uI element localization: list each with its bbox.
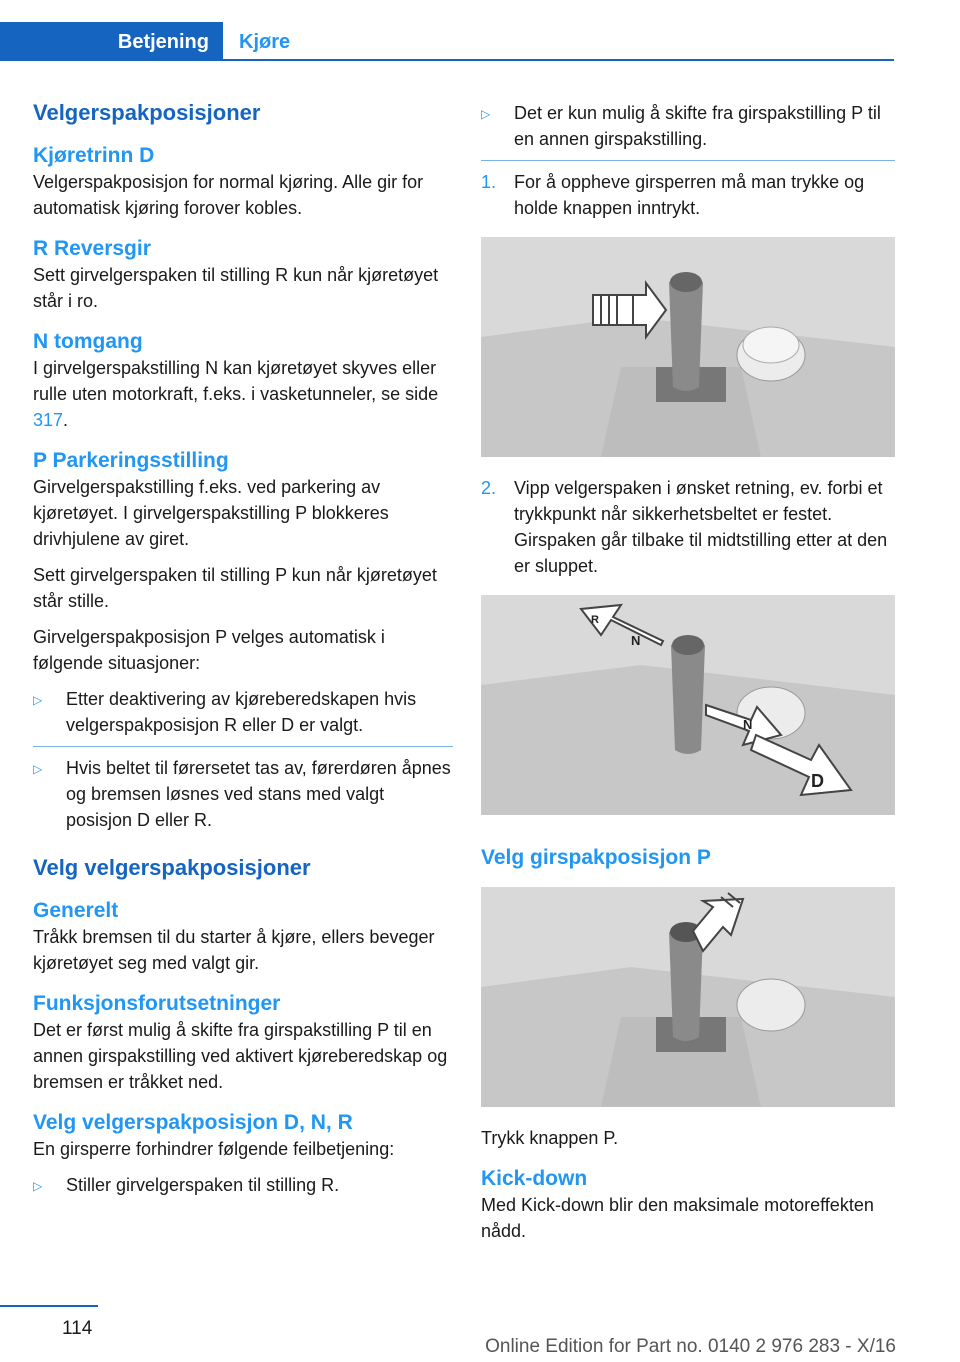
- subheading-generelt: Generelt: [33, 899, 119, 922]
- list-item: [33, 1172, 453, 1199]
- subheading-velg-dnr: Velg velgerspakposisjon D, N, R: [33, 1111, 353, 1134]
- numbered-step-1: [481, 169, 895, 221]
- list-item-text: Etter deaktivering av kjøreberedskapen hvis velgerspakposisjon R eller D er valgt.: [66, 689, 417, 735]
- figure-gear-lever-p-button: [481, 887, 895, 1107]
- text-funksjonsforutsetninger: Det er først mulig å skifte fra girspakstilling P til en annen girspakstilling ved aktivert kjøreberedskap og bremsen er tråkket ned.: [33, 1020, 448, 1092]
- text-velg-p: Trykk knappen P.: [481, 1128, 619, 1148]
- footer-rule: [0, 1305, 98, 1307]
- list-divider: [481, 160, 895, 161]
- subheading-kick-down: Kick-down: [481, 1167, 588, 1190]
- text-parkering-2: Sett girvelgerspaken til stilling P kun når kjøretøyet står stille.: [33, 565, 437, 611]
- step-number: 1.: [481, 172, 497, 192]
- subheading-parkeringsstilling: P Parkeringsstilling: [33, 449, 229, 472]
- bullet-triangle-icon: ▷: [33, 762, 43, 776]
- left-column: [33, 100, 453, 1214]
- gear-lever-unlock-illustration: [481, 237, 895, 457]
- text-tomgang-end: .: [63, 410, 69, 430]
- subheading-tomgang: N tomgang: [33, 330, 143, 353]
- heading-velgerspakposisjoner: Velgerspakposisjoner: [33, 100, 261, 125]
- fig2-label-n-lower: N: [743, 717, 753, 732]
- section-tomgang: [33, 329, 453, 433]
- text-kjoretrinn-d: Velgerspakposisjon for normal kjøring. Alle gir for automatisk kjøring forover kobles.: [33, 172, 424, 218]
- text-tomgang-body: I girvelgerspakstilling N kan kjøretøyet skyves eller rulle uten motorkraft, f.eks. i vasketunneler, se side: [33, 358, 439, 404]
- tab-betjening[interactable]: Betjening: [0, 22, 223, 60]
- list-item: [481, 100, 895, 152]
- list-divider: [33, 746, 453, 747]
- subheading-velg-p: Velg girspakposisjon P: [481, 846, 711, 869]
- figure-gear-lever-directions: [481, 595, 895, 815]
- section-funksjonsforutsetninger: [33, 991, 453, 1095]
- list-item-text: Det er kun mulig å skifte fra girspakstilling P til en annen girspakstilling.: [514, 103, 881, 149]
- list-item-text: Stiller girvelgerspaken til stilling R.: [66, 1175, 340, 1195]
- subheading-reversgir: R Reversgir: [33, 237, 151, 260]
- step-number: 2.: [481, 478, 497, 498]
- step-text: For å oppheve girsperren må man trykke og holde knappen inntrykt.: [514, 172, 865, 218]
- section-parkeringsstilling: [33, 448, 453, 833]
- text-generelt: Tråkk bremsen til du starter å kjøre, ellers beveger kjøretøyet seg med valgt gir.: [33, 927, 435, 973]
- list-item: [33, 686, 453, 738]
- fig2-label-r: R: [591, 614, 599, 626]
- section-kjoretrinn-d: [33, 143, 453, 221]
- heading-velg-velgerspakposisjoner: Velg velgerspakposisjoner: [33, 855, 311, 880]
- fig2-label-n-upper: N: [631, 633, 641, 648]
- text-reversgir: Sett girvelgerspaken til stilling R kun når kjøretøyet står i ro.: [33, 265, 439, 311]
- text-kick-down: Med Kick-down blir den maksimale motoreffekten nådd.: [481, 1195, 874, 1241]
- bullet-triangle-icon: ▷: [481, 107, 491, 121]
- section-velg-dnr: [33, 1110, 453, 1199]
- gear-lever-directions-illustration: [481, 595, 895, 815]
- page-number: 114: [62, 1318, 93, 1339]
- figure-gear-lever-unlock: [481, 237, 895, 457]
- subheading-kjoretrinn-d: Kjøretrinn D: [33, 144, 155, 167]
- fig2-label-d: D: [811, 771, 824, 791]
- section-generelt: [33, 898, 453, 976]
- text-tomgang: [33, 355, 453, 433]
- text-velg-dnr: En girsperre forhindrer følgende feilbetjening:: [33, 1139, 395, 1159]
- text-parkering-3: Girvelgerspakposisjon P velges automatisk i følgende situasjoner:: [33, 627, 385, 673]
- bullet-triangle-icon: ▷: [33, 1179, 43, 1193]
- text-parkering-1: Girvelgerspakstilling f.eks. ved parkering av kjøretøyet. I girvelgerspakstilling P blokkeres drivhjulene av giret.: [33, 477, 389, 549]
- gear-lever-p-button-illustration: [481, 887, 895, 1107]
- list-item: [33, 755, 453, 833]
- section-kick-down: [481, 1166, 895, 1244]
- step-text: Vipp velgerspaken i ønsket retning, ev. forbi et trykkpunkt når sikkerhetsbeltet er festet. Girspaken går tilbake til midtstilling etter at den er sluppet.: [514, 478, 888, 576]
- subheading-funksjonsforutsetninger: Funksjonsforutsetninger: [33, 992, 281, 1015]
- bullet-triangle-icon: ▷: [33, 693, 43, 707]
- list-item-text: Hvis beltet til førersetet tas av, førerdøren åpnes og bremsen løsnes ved stans med valgt posisjon D eller R.: [66, 758, 451, 830]
- header-tabs: [0, 22, 894, 60]
- right-column: [481, 100, 895, 1259]
- page-link-317[interactable]: 317: [33, 410, 64, 430]
- numbered-step-2: [481, 475, 895, 579]
- section-reversgir: [33, 236, 453, 314]
- tab-kjore[interactable]: Kjøre: [239, 31, 291, 53]
- header-rule: [0, 59, 894, 61]
- edition-text: Online Edition for Part no. 0140 2 976 283 - X/16: [485, 1336, 896, 1357]
- section-velg-p: [481, 845, 895, 1151]
